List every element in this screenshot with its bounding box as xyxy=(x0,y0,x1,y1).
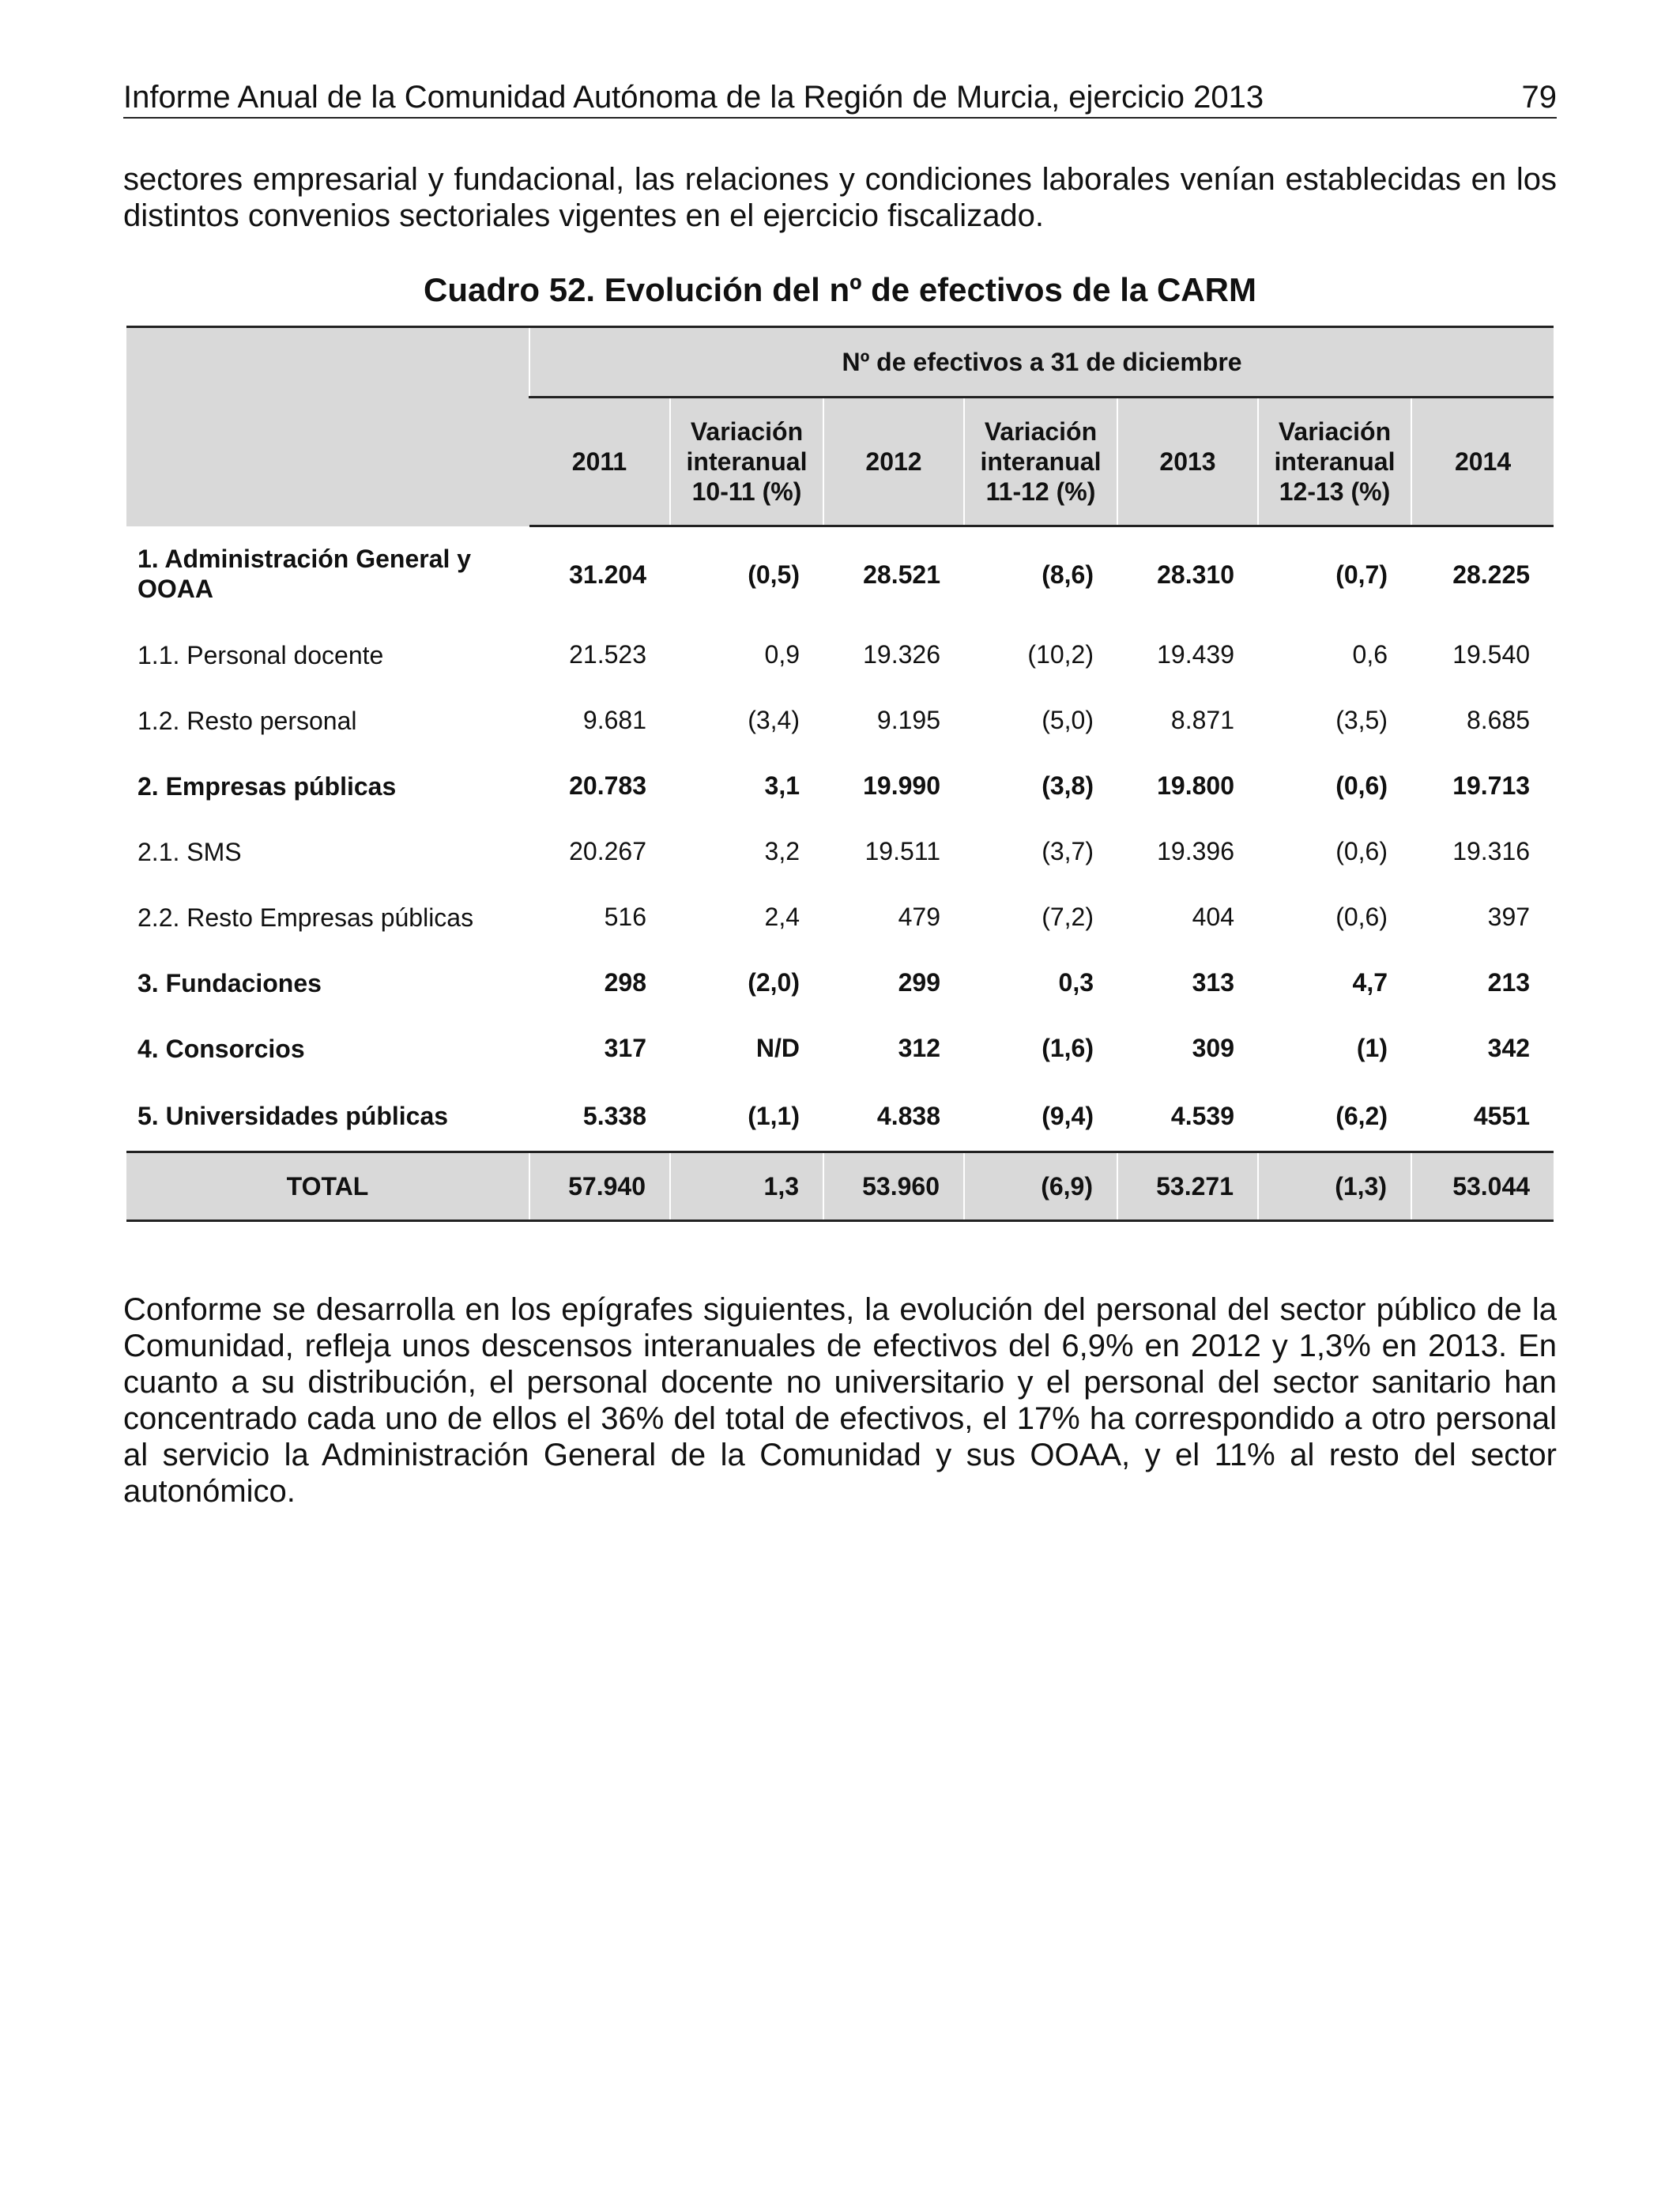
table-cell: 397 xyxy=(1487,903,1531,931)
table-cell: 8.871 xyxy=(1170,706,1234,734)
table-cell: 516 xyxy=(604,903,646,931)
table-cell: 404 xyxy=(1192,903,1234,931)
column-header: Variación interanual 10-11 (%) xyxy=(670,398,823,526)
row-label: 1. Administración General y OOAA xyxy=(137,545,472,604)
total-cell: 53.271 xyxy=(1117,1152,1258,1221)
row-label: 5. Universidades públicas xyxy=(137,1102,449,1130)
table-row xyxy=(126,1016,1554,1081)
table-cell: 309 xyxy=(1192,1034,1234,1062)
table-cell: (3,4) xyxy=(748,706,800,734)
table-cell: (0,5) xyxy=(748,560,800,589)
table-row xyxy=(126,753,1554,819)
table-cell: (5,0) xyxy=(1042,706,1094,734)
table-cell: (0,7) xyxy=(1335,560,1388,589)
table-row xyxy=(126,622,1554,688)
table-cell: 21.523 xyxy=(569,640,646,669)
table-cell: (3,5) xyxy=(1335,706,1388,734)
table-cell: 298 xyxy=(604,968,646,997)
table-cell: (1,1) xyxy=(748,1101,800,1130)
row-label: 2.1. SMS xyxy=(137,837,242,866)
total-row xyxy=(126,1152,1554,1221)
table-cell: N/D xyxy=(755,1034,800,1062)
table-cell: 28.521 xyxy=(863,560,940,589)
table-cell: 19.713 xyxy=(1452,771,1531,800)
table-cell: (1) xyxy=(1356,1034,1388,1062)
header-empty-cell xyxy=(126,327,529,526)
table-cell: 479 xyxy=(898,903,940,931)
total-cell: (1,3) xyxy=(1258,1152,1411,1221)
table-cell: 19.326 xyxy=(863,640,940,669)
table-cell: 317 xyxy=(604,1034,646,1062)
table-cell: 0,3 xyxy=(1058,968,1094,997)
table-cell: 19.540 xyxy=(1452,640,1531,669)
table-cell: 5.338 xyxy=(582,1101,646,1130)
staff-table-container xyxy=(126,326,1554,1222)
table-cell: 299 xyxy=(898,968,940,997)
table-cell: 19.511 xyxy=(864,837,940,865)
table-row xyxy=(126,884,1554,950)
table-cell: 4551 xyxy=(1473,1101,1531,1130)
table-cell: 19.990 xyxy=(863,771,940,800)
table-row xyxy=(126,950,1554,1016)
row-label: 1.1. Personal docente xyxy=(137,640,384,669)
table-cell: (3,7) xyxy=(1042,837,1094,865)
closing-paragraph: Conforme se desarrolla en los epígrafes siguientes, la evolución del personal del sector público de la Comunidad, refleja unos descensos interanuales de efectivos del 6,9% en 2012 y 1,3% en 2013. En cuanto a su distribución, el personal docente no universitario y el personal del sector sanitario han concentrado cada uno de ellos el 36% del total de efectivos, el 17% ha correspondido a otro personal al servicio la Administración General de la Comunidad y sus OOAA, y el 11% al resto del sector autonómico. xyxy=(123,1292,1557,1509)
table-cell: 4.539 xyxy=(1170,1101,1234,1130)
table-cell: 20.267 xyxy=(569,837,646,865)
table-cell: 342 xyxy=(1487,1034,1531,1062)
table-cell: 313 xyxy=(1192,968,1234,997)
table-cell: 213 xyxy=(1487,968,1531,997)
row-label: 3. Fundaciones xyxy=(137,968,322,997)
table-cell: 0,6 xyxy=(1352,640,1388,669)
table-cell: (2,0) xyxy=(748,968,800,997)
table-row xyxy=(126,688,1554,753)
table-cell: 19.316 xyxy=(1452,837,1531,865)
staff-table xyxy=(126,326,1554,1222)
row-label: 1.2. Resto personal xyxy=(137,706,357,735)
table-cell: 20.783 xyxy=(569,771,646,800)
total-cell: 57.940 xyxy=(529,1152,670,1221)
table-cell: (6,2) xyxy=(1335,1101,1388,1130)
column-header: Variación interanual 12-13 (%) xyxy=(1258,398,1411,526)
total-cell: 53.044 xyxy=(1411,1152,1554,1221)
page-number: 79 xyxy=(1521,80,1557,115)
column-header: Variación interanual 11-12 (%) xyxy=(964,398,1117,526)
table-cell: 312 xyxy=(898,1034,940,1062)
column-header: 2014 xyxy=(1411,398,1554,526)
table-cell: 19.439 xyxy=(1157,640,1234,669)
table-cell: 4,7 xyxy=(1352,968,1388,997)
table-cell: (0,6) xyxy=(1335,771,1388,800)
total-label: TOTAL xyxy=(126,1152,529,1221)
table-cell: (0,6) xyxy=(1335,837,1388,865)
table-cell: 19.800 xyxy=(1157,771,1234,800)
table-cell: 3,1 xyxy=(764,771,800,800)
table-cell: 9.195 xyxy=(876,706,940,734)
table-cell: (10,2) xyxy=(1027,640,1094,669)
header-title: Informe Anual de la Comunidad Autónoma de la Región de Murcia, ejercicio 2013 xyxy=(123,80,1264,115)
row-label: 4. Consorcios xyxy=(137,1034,305,1063)
group-header: Nº de efectivos a 31 de diciembre xyxy=(529,327,1554,398)
column-header: 2011 xyxy=(529,398,670,526)
table-row xyxy=(126,1081,1554,1152)
table-cell: 3,2 xyxy=(764,837,800,865)
table-cell: 28.310 xyxy=(1157,560,1234,589)
table-cell: (9,4) xyxy=(1042,1101,1094,1130)
intro-paragraph: sectores empresarial y fundacional, las relaciones y condiciones laborales venían establecidas en los distintos convenios sectoriales vigentes en el ejercicio fiscalizado. xyxy=(123,162,1557,233)
table-cell: (0,6) xyxy=(1335,903,1388,931)
table-cell: 19.396 xyxy=(1157,837,1234,865)
column-header: 2012 xyxy=(823,398,964,526)
table-cell: 2,4 xyxy=(764,903,800,931)
table-cell: (7,2) xyxy=(1042,903,1094,931)
column-header: 2013 xyxy=(1117,398,1258,526)
table-caption: Cuadro 52. Evolución del nº de efectivos de la CARM xyxy=(424,271,1256,308)
total-cell: (6,9) xyxy=(964,1152,1117,1221)
table-cell: 31.204 xyxy=(569,560,646,589)
table-cell: 8.685 xyxy=(1466,706,1531,734)
table-row xyxy=(126,819,1554,884)
table-row xyxy=(126,526,1554,623)
table-cell: 4.838 xyxy=(876,1101,940,1130)
table-cell: 28.225 xyxy=(1452,560,1531,589)
total-cell: 1,3 xyxy=(670,1152,823,1221)
page-header xyxy=(123,77,1557,119)
row-label: 2. Empresas públicas xyxy=(137,771,397,801)
table-cell: (3,8) xyxy=(1042,771,1094,800)
total-cell: 53.960 xyxy=(823,1152,964,1221)
table-cell: (8,6) xyxy=(1042,560,1094,589)
row-label: 2.2. Resto Empresas públicas xyxy=(137,903,474,932)
table-cell: (1,6) xyxy=(1042,1034,1094,1062)
table-cell: 9.681 xyxy=(582,706,646,734)
table-cell: 0,9 xyxy=(764,640,800,669)
